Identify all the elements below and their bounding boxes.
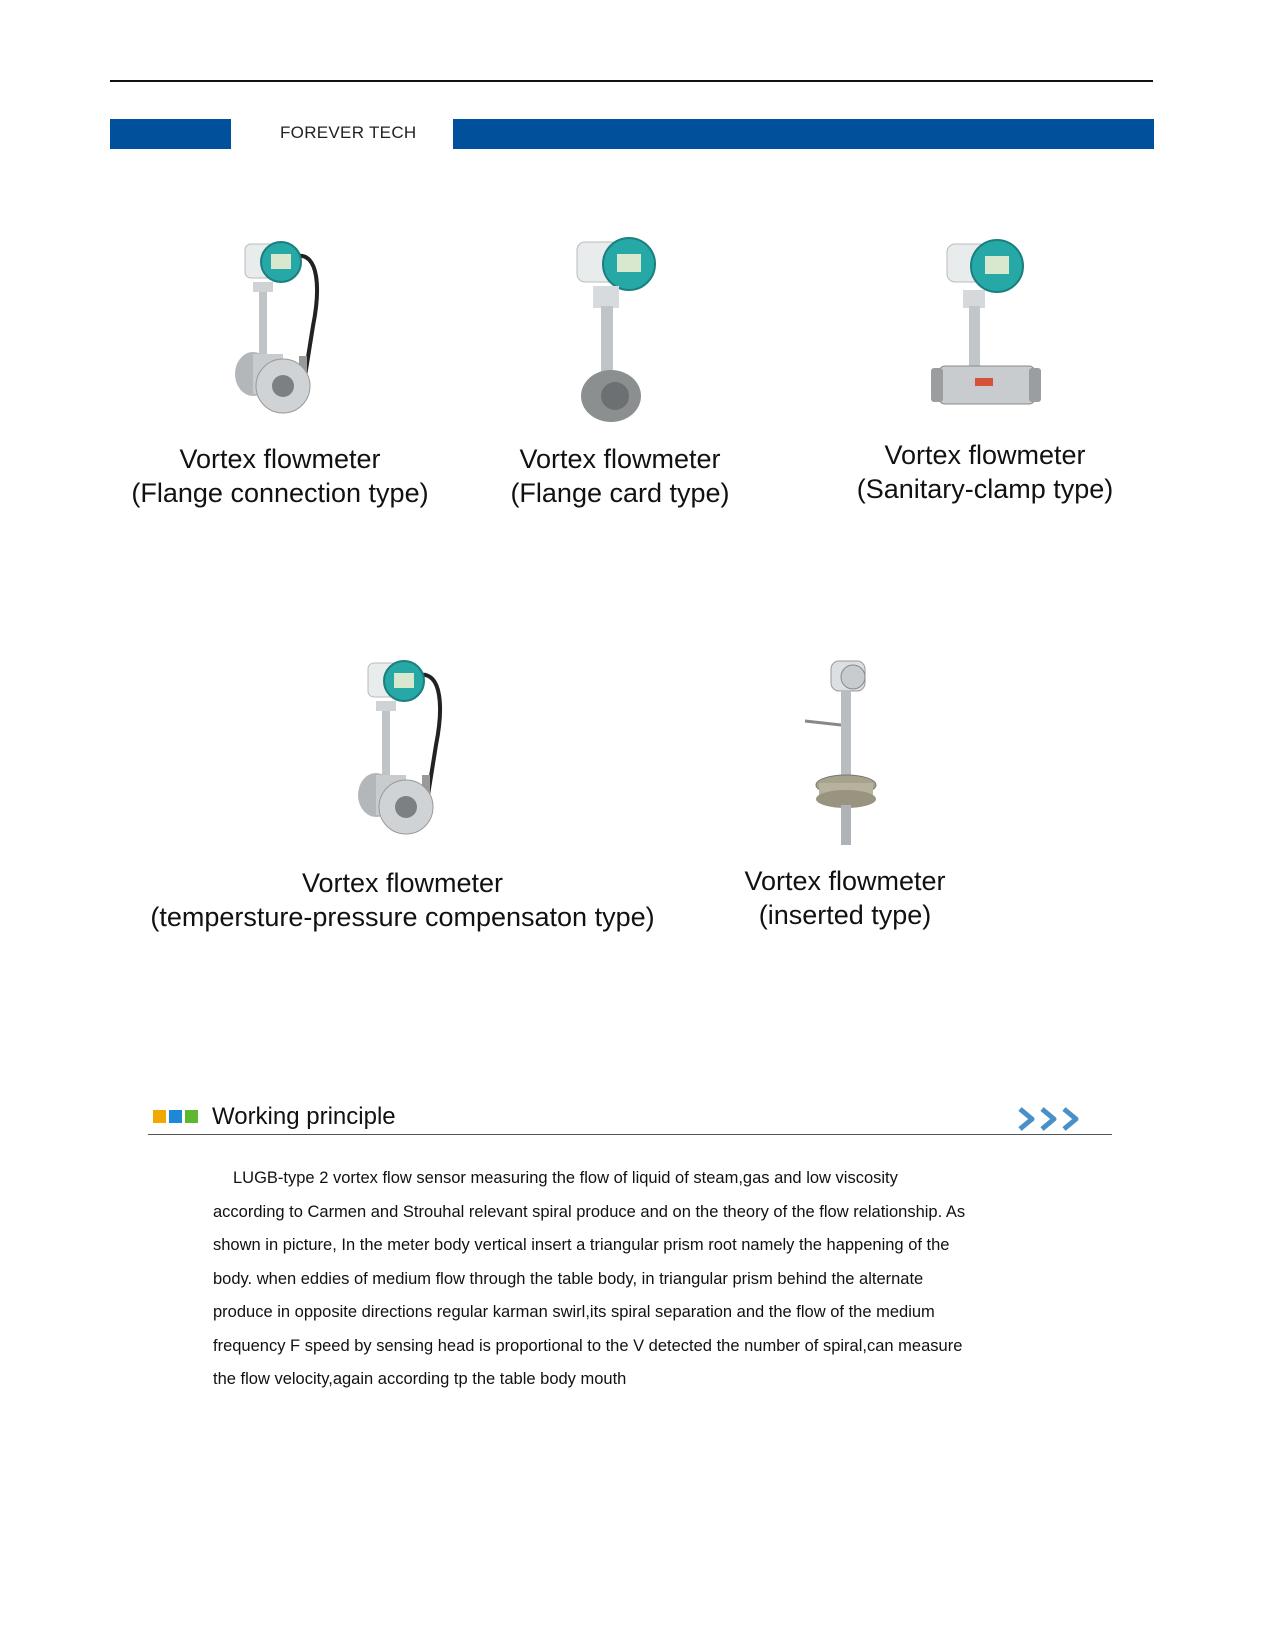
product-caption-line1: Vortex flowmeter bbox=[884, 440, 1086, 470]
product-caption-line2: (tempersture-pressure compensaton type) bbox=[150, 902, 655, 932]
product-inserted bbox=[695, 655, 995, 932]
section-rule bbox=[148, 1134, 1112, 1135]
section-marker-squares bbox=[153, 1110, 203, 1123]
brand-name: FOREVER TECH bbox=[280, 123, 417, 142]
product-flange-connection bbox=[120, 236, 440, 510]
product-caption-line2: (Sanitary-clamp type) bbox=[856, 474, 1114, 504]
vortex-flowmeter-temperature-pressure-image bbox=[348, 655, 458, 850]
header-band-right bbox=[453, 119, 1154, 149]
vortex-flowmeter-flange-connection-image bbox=[225, 236, 335, 426]
vortex-flowmeter-flange-card-image bbox=[565, 236, 675, 426]
vortex-flowmeter-inserted-image bbox=[795, 655, 895, 850]
working-principle-body bbox=[213, 1162, 973, 1397]
square-icon-green bbox=[185, 1110, 198, 1123]
square-icon-orange bbox=[153, 1110, 166, 1123]
product-caption-line2: (inserted type) bbox=[758, 900, 932, 930]
square-icon-blue bbox=[169, 1110, 182, 1123]
header-band-left bbox=[110, 119, 231, 149]
top-rule bbox=[110, 80, 1153, 82]
section-title-working-principle: Working principle bbox=[212, 1103, 396, 1130]
vortex-flowmeter-sanitary-clamp-image bbox=[925, 236, 1045, 426]
product-caption-line1: Vortex flowmeter bbox=[301, 868, 504, 898]
product-temperature-pressure bbox=[140, 655, 665, 934]
product-caption-line2: (Flange card type) bbox=[510, 478, 730, 508]
working-principle-paragraph: LUGB-type 2 vortex flow sensor measuring the flow of liquid of steam,gas and low viscosity according to Carmen and Strouhal relevant spiral produce and on the theory of the flow relationship. As shown in picture, In the meter body vertical insert a triangular prism root namely the happening of the body. when eddies of medium flow through the table body, in triangular prism behind the alternate produce in opposite directions regular karman swirl,its spiral separation and the flow of the medium frequency F speed by sensing head is proportional to the V detected the number of spiral,can measure the flow velocity,again according tp the table body mouth bbox=[213, 1169, 966, 1388]
product-caption-line2: (Flange connection type) bbox=[131, 478, 429, 508]
product-caption-line1: Vortex flowmeter bbox=[519, 444, 721, 474]
product-caption-line1: Vortex flowmeter bbox=[744, 866, 946, 896]
product-sanitary-clamp bbox=[835, 236, 1135, 506]
product-flange-card bbox=[470, 236, 770, 510]
product-caption-line1: Vortex flowmeter bbox=[179, 444, 381, 474]
chevron-right-icon bbox=[1016, 1105, 1096, 1133]
